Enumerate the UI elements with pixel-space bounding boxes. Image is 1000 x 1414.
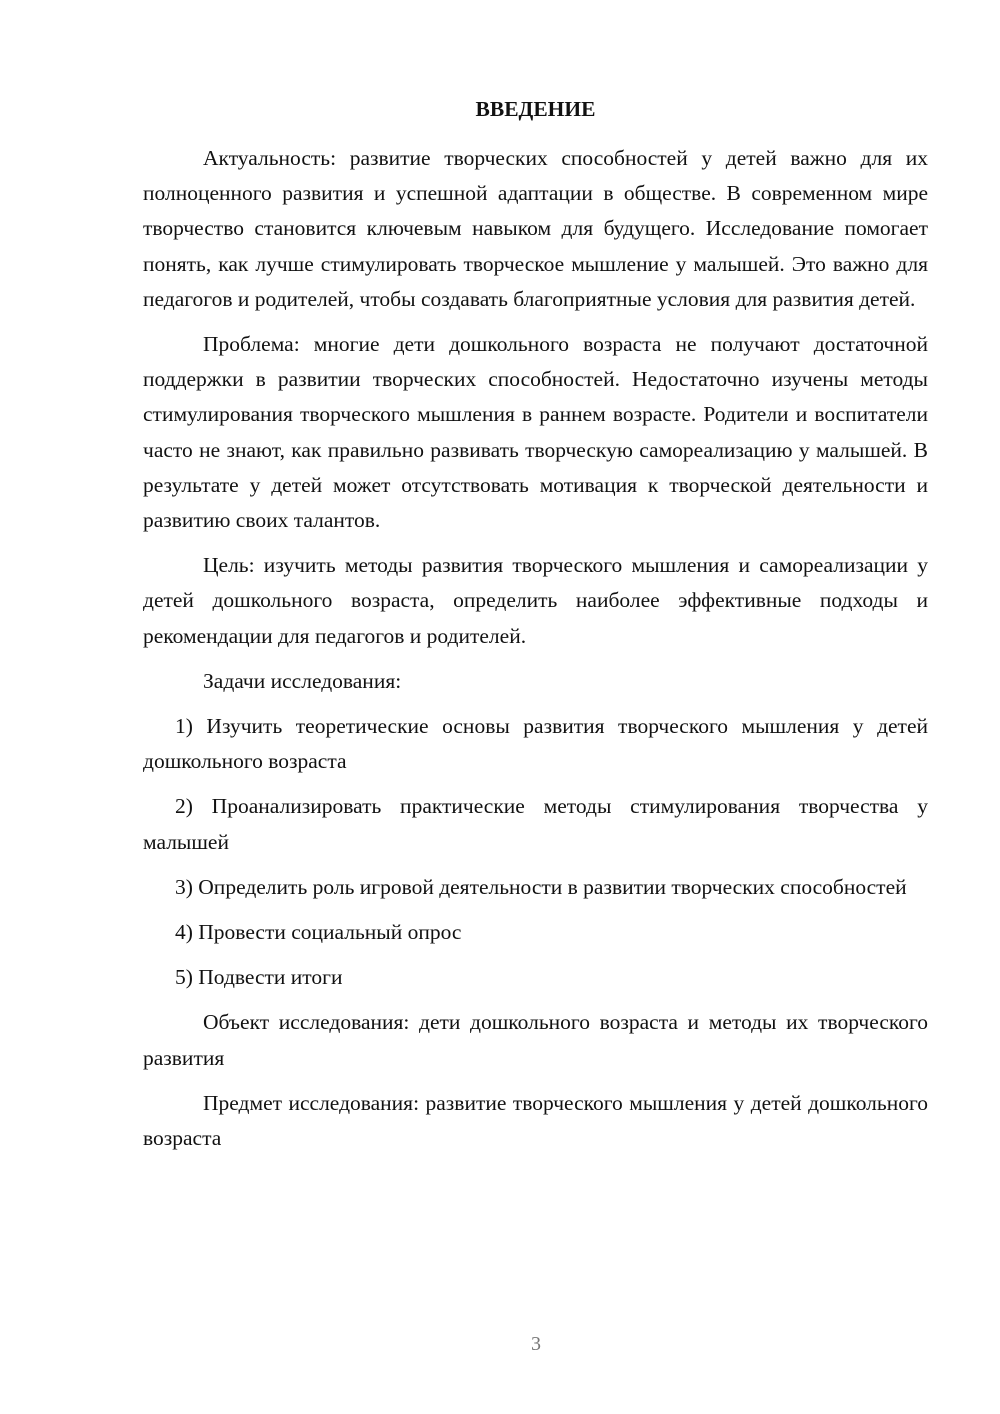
document-page (143, 92, 928, 1166)
task-item-2: 2) Проанализировать практические методы стимулирования творчества у малышей (143, 794, 928, 854)
problem-paragraph: Проблема: многие дети дошкольного возраста не получают достаточной поддержки в развитии творческих способностей. Недостаточно изучены методы стимулирования творческого мышления в раннем возрасте. Родители и воспитатели часто не знают, как правильно развивать творческую самореализацию у малышей. В результате у детей может отсутствовать мотивация к творческой деятельности и развитию своих талантов. (143, 332, 928, 533)
subject-paragraph: Предмет исследования: развитие творческого мышления у детей дошкольного возраста (143, 1090, 928, 1151)
task-item-4: 4) Провести социальный опрос (175, 920, 462, 945)
task-item-5: 5) Подвести итоги (175, 965, 343, 990)
task-item-1: 1) Изучить теоретические основы развития творческого мышления у детей дошкольного возраста (143, 714, 928, 774)
object-paragraph: Объект исследования: дети дошкольного возраста и методы их творческого развития (143, 1010, 928, 1070)
task-item-3: 3) Определить роль игровой деятельности в развитии творческих способностей (175, 874, 907, 899)
relevance-paragraph: Актуальность: развитие творческих способностей у детей важно для их полноценного развития и успешной адаптации в обществе. В современном мире творчество становится ключевым навыком для будущего. Исследование помогает понять, как лучше стимулировать творческое мышление у малышей. Это важно для педагогов и родителей, чтобы создавать благоприятные условия для развития детей. (143, 146, 928, 311)
tasks-heading: Задачи исследования: (203, 668, 402, 693)
page-number: 3 (531, 1333, 541, 1355)
goal-paragraph: Цель: изучить методы развития творческого мышления и самореализации у детей дошкольного возраста, определить наиболее эффективные подходы и рекомендации для педагогов и родителей. (143, 553, 928, 648)
section-title: ВВЕДЕНИЕ (475, 97, 596, 121)
